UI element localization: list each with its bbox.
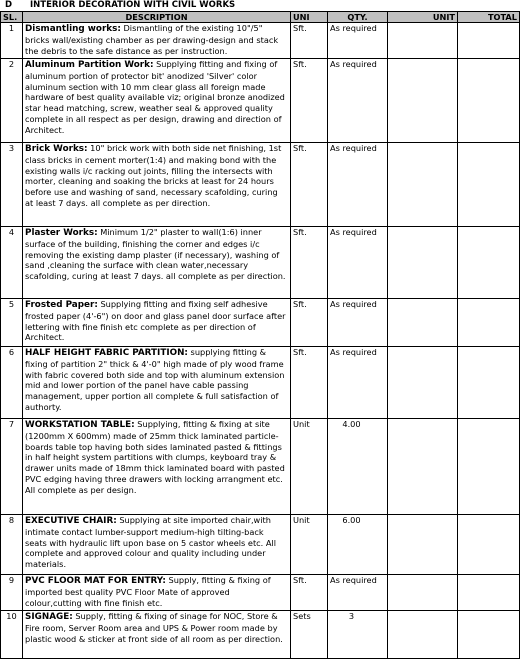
item-unit-rate xyxy=(388,23,458,59)
item-sl: 9 xyxy=(1,575,23,611)
section-id: D xyxy=(5,0,13,10)
item-unit: Sft. xyxy=(291,575,328,611)
table-row xyxy=(1,515,520,575)
item-unit-rate xyxy=(388,59,458,143)
item-text: Supplying fitting and fixing of aluminum portion of protector bit' anodized 'Silver' color aluminum section with 10 mm clear glass all foreign made hardware of best quality available viz; original bronze anodized star head matching, screw, weather seal & approved quality complete in all respect as per design, drawing and direction of Architect. xyxy=(25,59,285,135)
item-sl: 2 xyxy=(1,59,23,143)
item-unit: Sft. xyxy=(291,227,328,299)
table-row xyxy=(1,575,520,611)
table-row xyxy=(1,419,520,515)
item-text: Minimum 1/2" plaster to wall(1:6) inner surface of the building, finishing the corner and edges i/c removing the existing damp plaster (if necessary), washing of sand ,cleaning the surface with clean water,necessary scafolding, curing at least 7 days. all complete as per direction. xyxy=(25,227,286,282)
item-unit: Sft. xyxy=(291,23,328,59)
item-sl: 3 xyxy=(1,143,23,227)
item-unit: Unit xyxy=(291,419,328,515)
item-description xyxy=(23,611,291,659)
item-sl: 10 xyxy=(1,611,23,659)
item-description xyxy=(23,59,291,143)
item-description xyxy=(23,575,291,611)
item-unit-rate xyxy=(388,227,458,299)
item-unit: Sets xyxy=(291,611,328,659)
boq-table xyxy=(0,11,520,659)
item-total xyxy=(458,59,520,143)
item-unit-rate xyxy=(388,347,458,419)
item-sl: 6 xyxy=(1,347,23,419)
table-row xyxy=(1,299,520,347)
item-unit: Sft. xyxy=(291,299,328,347)
item-total xyxy=(458,575,520,611)
item-total xyxy=(458,611,520,659)
item-text: supplying fitting & fixing of partition 2" thick & 4'-0" high made of ply wood frame with fabric covered both side and top with aluminum extension mid and lower portion of the panel have cable passing management, upper portion all complete & full satisfaction of authorty. xyxy=(25,347,285,412)
item-total xyxy=(458,23,520,59)
item-title: PVC FLOOR MAT FOR ENTRY: xyxy=(25,576,166,586)
item-unit: Sft. xyxy=(291,143,328,227)
item-sl: 7 xyxy=(1,419,23,515)
item-title: EXECUTIVE CHAIR: xyxy=(25,516,117,526)
item-qty: As required xyxy=(328,299,388,347)
item-qty: As required xyxy=(328,347,388,419)
table-row xyxy=(1,611,520,659)
section-title: INTERIOR DECORATION WITH CIVIL WORKS xyxy=(30,0,236,10)
table-header xyxy=(1,12,520,23)
item-text: Supply, fitting & fixing of imported best quality PVC Floor Mate of approved colour,cutting with fine finish etc. xyxy=(25,575,271,608)
table-body xyxy=(1,23,520,659)
item-description xyxy=(23,227,291,299)
item-qty: 4.00 xyxy=(328,419,388,515)
item-text: Dismantling of the existing 10"/5" bricks wall/existing chamber as per drawing-design and stack the debris to the safe distance as per instruction. xyxy=(25,23,279,56)
item-title: WORKSTATION TABLE: xyxy=(25,420,135,430)
item-unit-rate xyxy=(388,611,458,659)
item-description xyxy=(23,23,291,59)
item-qty: As required xyxy=(328,23,388,59)
item-qty: 3 xyxy=(328,611,388,659)
header-sl: SL. xyxy=(1,12,23,23)
item-text: Supplying, fitting & fixing at site (1200mm X 600mm) made of 25mm thick laminated particle-boards table top having both sides laminated pasted & fittings in half height system partitions with clumps, keyboard tray & drawer units made of 18mm thick laminated board with pasted PVC edging having three drawers with locking arrangment etc. All complete as per design. xyxy=(25,419,285,495)
item-sl: 4 xyxy=(1,227,23,299)
item-unit: Sft. xyxy=(291,59,328,143)
table-row xyxy=(1,347,520,419)
table-row xyxy=(1,227,520,299)
item-total xyxy=(458,143,520,227)
item-unit-rate xyxy=(388,419,458,515)
item-title: Dismantling works: xyxy=(25,24,121,34)
section-heading xyxy=(0,0,520,11)
item-sl: 1 xyxy=(1,23,23,59)
item-description xyxy=(23,299,291,347)
item-title: Aluminum Partition Work: xyxy=(25,60,154,70)
item-text: 10" brick work with both side net finishing, 1st class bricks in cement morter(1:4) and making bond with the existing walls i/c racking out joints, filling the intersects with morter, cleaning and soaking the bricks at least for 24 hours before use and washing of sand, necessary scafolding, curing at least 7 days. all complete as per direction. xyxy=(25,143,282,208)
item-unit-rate xyxy=(388,143,458,227)
item-total xyxy=(458,299,520,347)
item-text: Supplying at site imported chair,with intimate contact lumber-support medium-high tilting-back seats with hydraulic lift upon base on 5 castor wheels etc. All complete and approved colour and quality including under materials. xyxy=(25,515,277,570)
table-row xyxy=(1,143,520,227)
item-description xyxy=(23,419,291,515)
item-unit-rate xyxy=(388,299,458,347)
item-unit-rate xyxy=(388,515,458,575)
item-unit-rate xyxy=(388,575,458,611)
header-unit-rate: UNIT xyxy=(388,12,458,23)
item-sl: 8 xyxy=(1,515,23,575)
item-qty: As required xyxy=(328,143,388,227)
item-text: Supply, fitting & fixing of sinage for NOC, Store & Fire room, Server Room area and UPS & Power room made by plastic wood & sticker at front side of all room as per direction. xyxy=(25,611,283,644)
item-unit: Sft. xyxy=(291,347,328,419)
item-total xyxy=(458,227,520,299)
table-row xyxy=(1,59,520,143)
header-description: DESCRIPTION xyxy=(23,12,291,23)
item-total xyxy=(458,347,520,419)
item-qty: 6.00 xyxy=(328,515,388,575)
item-description xyxy=(23,143,291,227)
item-title: Plaster Works: xyxy=(25,228,98,238)
item-total xyxy=(458,419,520,515)
item-title: Brick Works: xyxy=(25,144,88,154)
item-text: Supplying fitting and fixing self adhesive frosted paper (4'-6") on door and glass panel door surface after lettering with fine finish etc complete as per direction of Architect. xyxy=(25,299,286,343)
header-unit: UNI xyxy=(291,12,328,23)
item-unit: Unit xyxy=(291,515,328,575)
item-title: Frosted Paper: xyxy=(25,300,98,310)
item-description xyxy=(23,347,291,419)
item-qty: As required xyxy=(328,59,388,143)
header-qty: QTY. xyxy=(328,12,388,23)
item-qty: As required xyxy=(328,575,388,611)
item-description xyxy=(23,515,291,575)
item-title: HALF HEIGHT FABRIC PARTITION: xyxy=(25,348,188,358)
item-title: SIGNAGE: xyxy=(25,612,73,622)
item-total xyxy=(458,515,520,575)
table-row xyxy=(1,23,520,59)
header-total: TOTAL xyxy=(458,12,520,23)
item-sl: 5 xyxy=(1,299,23,347)
item-qty: As required xyxy=(328,227,388,299)
